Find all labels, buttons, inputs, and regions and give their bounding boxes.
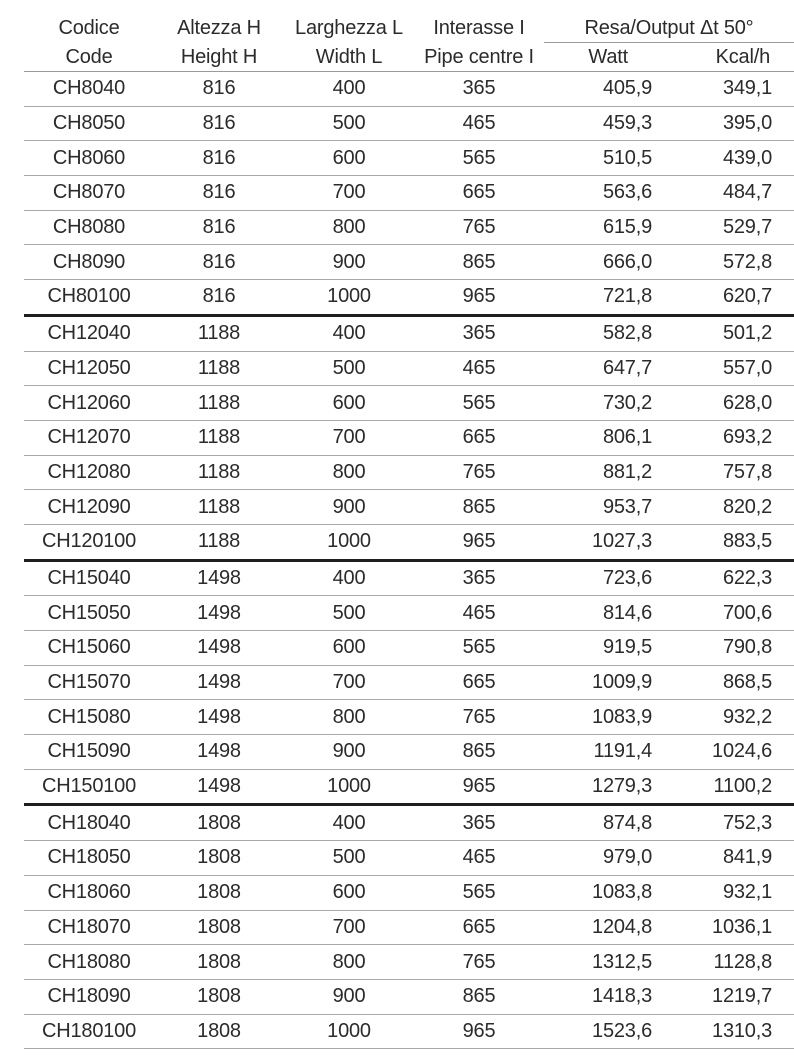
cell-code: CH18060 (24, 875, 154, 910)
table-row (24, 805, 794, 841)
cell-watt: 721,8 (544, 280, 674, 316)
cell-pipe-centre: 365 (414, 315, 544, 351)
cell-kcal: 820,2 (674, 490, 794, 525)
cell-kcal: 693,2 (674, 420, 794, 455)
cell-pipe-centre: 365 (414, 560, 544, 596)
cell-kcal: 1219,7 (674, 979, 794, 1014)
cell-code: CH12060 (24, 386, 154, 421)
table-row (24, 245, 794, 280)
cell-code: CH18040 (24, 805, 154, 841)
cell-width: 500 (284, 841, 414, 876)
cell-height: 1188 (154, 315, 284, 351)
header-output-group: Resa/Output Δt 50° (544, 14, 794, 43)
cell-width: 600 (284, 141, 414, 176)
cell-pipe-centre: 865 (414, 490, 544, 525)
header-width-en: Width L (284, 43, 414, 72)
cell-kcal: 622,3 (674, 560, 794, 596)
table-row (24, 141, 794, 176)
cell-pipe-centre: 465 (414, 841, 544, 876)
cell-width: 500 (284, 106, 414, 141)
cell-pipe-centre: 565 (414, 631, 544, 666)
cell-code: CH18090 (24, 979, 154, 1014)
table-row (24, 455, 794, 490)
cell-watt: 1418,3 (544, 979, 674, 1014)
table-body (24, 72, 794, 1049)
cell-kcal: 501,2 (674, 315, 794, 351)
cell-width: 400 (284, 315, 414, 351)
cell-height: 1498 (154, 769, 284, 805)
cell-watt: 405,9 (544, 72, 674, 107)
cell-kcal: 1100,2 (674, 769, 794, 805)
header-code-it: Codice (58, 17, 120, 40)
cell-height: 816 (154, 245, 284, 280)
cell-height: 1808 (154, 805, 284, 841)
cell-kcal: 932,1 (674, 875, 794, 910)
cell-kcal: 349,1 (674, 72, 794, 107)
table-row (24, 769, 794, 805)
cell-height: 816 (154, 141, 284, 176)
table-row (24, 596, 794, 631)
cell-height: 1808 (154, 1014, 284, 1049)
header-width-it: Larghezza L (295, 17, 403, 40)
table-row (24, 386, 794, 421)
cell-width: 1000 (284, 769, 414, 805)
cell-width: 800 (284, 455, 414, 490)
cell-watt: 1523,6 (544, 1014, 674, 1049)
cell-width: 800 (284, 700, 414, 735)
cell-kcal: 395,0 (674, 106, 794, 141)
cell-watt: 1083,8 (544, 875, 674, 910)
cell-pipe-centre: 965 (414, 1014, 544, 1049)
cell-width: 900 (284, 979, 414, 1014)
header-pipe-centre-it: Interasse I (433, 17, 525, 40)
cell-pipe-centre: 465 (414, 596, 544, 631)
header-kcal: Kcal/h (674, 43, 794, 72)
cell-height: 1188 (154, 490, 284, 525)
header-watt: Watt (544, 43, 674, 72)
cell-code: CH8090 (24, 245, 154, 280)
cell-watt: 979,0 (544, 841, 674, 876)
cell-width: 800 (284, 945, 414, 980)
table-row (24, 315, 794, 351)
radiator-spec-table (24, 14, 794, 1049)
cell-code: CH15080 (24, 700, 154, 735)
cell-height: 816 (154, 106, 284, 141)
cell-watt: 1009,9 (544, 665, 674, 700)
cell-code: CH15050 (24, 596, 154, 631)
cell-height: 1188 (154, 420, 284, 455)
cell-width: 400 (284, 560, 414, 596)
cell-pipe-centre: 765 (414, 455, 544, 490)
cell-kcal: 932,2 (674, 700, 794, 735)
cell-code: CH12090 (24, 490, 154, 525)
header-row-italian (24, 14, 794, 43)
table-row (24, 351, 794, 386)
cell-code: CH12080 (24, 455, 154, 490)
table-row (24, 210, 794, 245)
cell-code: CH8080 (24, 210, 154, 245)
cell-pipe-centre: 765 (414, 945, 544, 980)
cell-code: CH18070 (24, 910, 154, 945)
cell-code: CH8060 (24, 141, 154, 176)
cell-pipe-centre: 865 (414, 735, 544, 770)
cell-pipe-centre: 765 (414, 700, 544, 735)
cell-code: CH15060 (24, 631, 154, 666)
cell-width: 700 (284, 910, 414, 945)
cell-code: CH18050 (24, 841, 154, 876)
cell-width: 700 (284, 176, 414, 211)
cell-pipe-centre: 965 (414, 280, 544, 316)
cell-pipe-centre: 865 (414, 245, 544, 280)
cell-watt: 919,5 (544, 631, 674, 666)
cell-watt: 1279,3 (544, 769, 674, 805)
cell-watt: 1027,3 (544, 524, 674, 560)
cell-kcal: 628,0 (674, 386, 794, 421)
cell-height: 1498 (154, 596, 284, 631)
cell-kcal: 1128,8 (674, 945, 794, 980)
cell-watt: 563,6 (544, 176, 674, 211)
cell-watt: 874,8 (544, 805, 674, 841)
table-row (24, 490, 794, 525)
cell-watt: 953,7 (544, 490, 674, 525)
cell-height: 1498 (154, 700, 284, 735)
table-row (24, 631, 794, 666)
cell-height: 1498 (154, 735, 284, 770)
table-row (24, 1014, 794, 1049)
cell-kcal: 1024,6 (674, 735, 794, 770)
cell-kcal: 883,5 (674, 524, 794, 560)
cell-code: CH120100 (24, 524, 154, 560)
cell-width: 900 (284, 245, 414, 280)
cell-watt: 806,1 (544, 420, 674, 455)
cell-height: 1498 (154, 560, 284, 596)
cell-kcal: 557,0 (674, 351, 794, 386)
table-row (24, 106, 794, 141)
table-row (24, 945, 794, 980)
cell-kcal: 752,3 (674, 805, 794, 841)
table-row (24, 420, 794, 455)
header-code-en: Code (24, 43, 154, 72)
cell-height: 816 (154, 176, 284, 211)
table-row (24, 979, 794, 1014)
table-row (24, 735, 794, 770)
cell-code: CH12040 (24, 315, 154, 351)
cell-width: 1000 (284, 280, 414, 316)
cell-height: 1808 (154, 910, 284, 945)
cell-width: 600 (284, 875, 414, 910)
cell-watt: 647,7 (544, 351, 674, 386)
table-row (24, 910, 794, 945)
cell-height: 1808 (154, 945, 284, 980)
cell-kcal: 620,7 (674, 280, 794, 316)
cell-pipe-centre: 665 (414, 420, 544, 455)
cell-watt: 814,6 (544, 596, 674, 631)
cell-watt: 881,2 (544, 455, 674, 490)
cell-kcal: 841,9 (674, 841, 794, 876)
cell-pipe-centre: 965 (414, 524, 544, 560)
cell-kcal: 1310,3 (674, 1014, 794, 1049)
cell-width: 1000 (284, 1014, 414, 1049)
cell-height: 816 (154, 210, 284, 245)
table-row (24, 560, 794, 596)
table-row (24, 72, 794, 107)
cell-width: 800 (284, 210, 414, 245)
cell-kcal: 572,8 (674, 245, 794, 280)
cell-watt: 510,5 (544, 141, 674, 176)
cell-watt: 459,3 (544, 106, 674, 141)
cell-pipe-centre: 765 (414, 210, 544, 245)
cell-pipe-centre: 665 (414, 910, 544, 945)
cell-watt: 582,8 (544, 315, 674, 351)
cell-watt: 1083,9 (544, 700, 674, 735)
cell-pipe-centre: 365 (414, 72, 544, 107)
cell-width: 700 (284, 420, 414, 455)
cell-kcal: 757,8 (674, 455, 794, 490)
cell-watt: 615,9 (544, 210, 674, 245)
cell-code: CH180100 (24, 1014, 154, 1049)
cell-width: 600 (284, 631, 414, 666)
cell-code: CH15090 (24, 735, 154, 770)
header-row-english (24, 43, 794, 72)
cell-width: 700 (284, 665, 414, 700)
cell-width: 500 (284, 596, 414, 631)
cell-code: CH12070 (24, 420, 154, 455)
cell-width: 500 (284, 351, 414, 386)
cell-pipe-centre: 565 (414, 141, 544, 176)
cell-kcal: 790,8 (674, 631, 794, 666)
cell-pipe-centre: 665 (414, 176, 544, 211)
cell-height: 816 (154, 72, 284, 107)
cell-watt: 1312,5 (544, 945, 674, 980)
cell-width: 900 (284, 490, 414, 525)
table-row (24, 875, 794, 910)
header-pipe-centre-en: Pipe centre I (414, 43, 544, 72)
cell-height: 1498 (154, 665, 284, 700)
table-row (24, 665, 794, 700)
cell-height: 1498 (154, 631, 284, 666)
table-row (24, 280, 794, 316)
cell-code: CH8040 (24, 72, 154, 107)
table-row (24, 176, 794, 211)
cell-height: 1808 (154, 875, 284, 910)
cell-pipe-centre: 965 (414, 769, 544, 805)
cell-watt: 730,2 (544, 386, 674, 421)
cell-kcal: 1036,1 (674, 910, 794, 945)
cell-code: CH15070 (24, 665, 154, 700)
table-row (24, 841, 794, 876)
header-height-it: Altezza H (177, 17, 261, 40)
table-row (24, 524, 794, 560)
cell-code: CH8070 (24, 176, 154, 211)
cell-code: CH12050 (24, 351, 154, 386)
cell-pipe-centre: 365 (414, 805, 544, 841)
cell-kcal: 868,5 (674, 665, 794, 700)
cell-height: 1188 (154, 386, 284, 421)
cell-height: 1188 (154, 455, 284, 490)
cell-width: 1000 (284, 524, 414, 560)
header-height-en: Height H (154, 43, 284, 72)
cell-code: CH15040 (24, 560, 154, 596)
cell-kcal: 439,0 (674, 141, 794, 176)
cell-width: 600 (284, 386, 414, 421)
cell-code: CH80100 (24, 280, 154, 316)
cell-code: CH150100 (24, 769, 154, 805)
cell-watt: 1191,4 (544, 735, 674, 770)
cell-pipe-centre: 465 (414, 351, 544, 386)
table-row (24, 700, 794, 735)
cell-height: 1188 (154, 351, 284, 386)
cell-width: 400 (284, 805, 414, 841)
cell-width: 400 (284, 72, 414, 107)
cell-width: 900 (284, 735, 414, 770)
cell-height: 1808 (154, 979, 284, 1014)
cell-kcal: 484,7 (674, 176, 794, 211)
cell-pipe-centre: 565 (414, 875, 544, 910)
cell-pipe-centre: 465 (414, 106, 544, 141)
cell-pipe-centre: 865 (414, 979, 544, 1014)
cell-watt: 666,0 (544, 245, 674, 280)
cell-code: CH18080 (24, 945, 154, 980)
cell-height: 816 (154, 280, 284, 316)
cell-watt: 723,6 (544, 560, 674, 596)
cell-kcal: 529,7 (674, 210, 794, 245)
cell-pipe-centre: 665 (414, 665, 544, 700)
cell-height: 1808 (154, 841, 284, 876)
cell-pipe-centre: 565 (414, 386, 544, 421)
cell-watt: 1204,8 (544, 910, 674, 945)
cell-height: 1188 (154, 524, 284, 560)
cell-kcal: 700,6 (674, 596, 794, 631)
cell-code: CH8050 (24, 106, 154, 141)
table-header (24, 14, 794, 72)
